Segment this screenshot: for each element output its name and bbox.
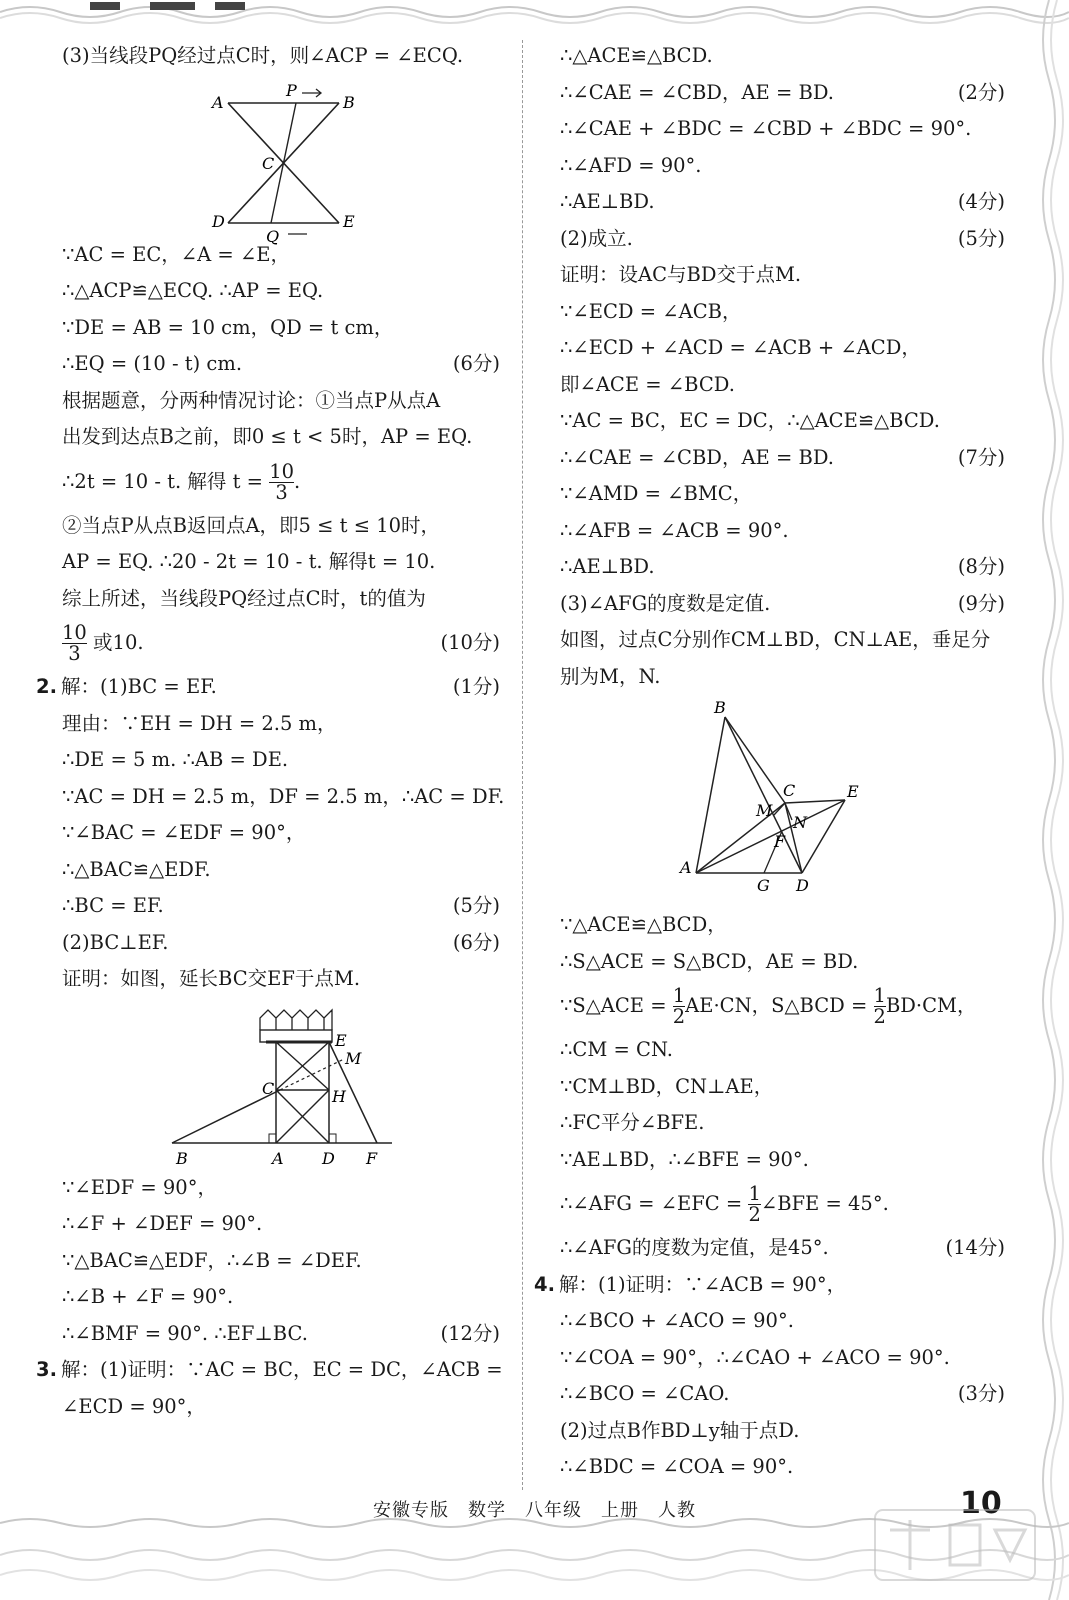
fig2-label-f: F <box>366 1148 378 1168</box>
text-line: ∴∠CAE = ∠CBD，AE = BD. (7分) <box>560 440 1005 477</box>
fig1-label-c: C <box>262 153 275 173</box>
text-line: ∴△BAC≌△EDF. <box>62 857 211 881</box>
text-line: ∵∠ECD = ∠ACB， <box>560 299 742 323</box>
fig3-label-e: E <box>847 782 859 801</box>
text-line: ∵AC = BC，EC = DC，∴△ACE≌△BCD. <box>560 409 940 432</box>
text-line: ∵AC = EC，∠A = ∠E， <box>62 242 291 266</box>
text-line: ∵CM⊥BD，CN⊥AE， <box>560 1074 774 1098</box>
figure-tower <box>62 998 500 1170</box>
score: (10分) <box>440 631 500 654</box>
score: (7分) <box>957 445 1005 469</box>
fig2-label-c: C <box>262 1078 275 1098</box>
fig3-label-m: M <box>756 801 773 820</box>
fig1-label-b: B <box>343 92 355 112</box>
fig1-label-q: Q <box>266 226 280 246</box>
text-line: ∴∠AFB = ∠ACB = 90°. <box>560 518 789 542</box>
fraction: $\frac{10}{3}$ <box>269 459 295 504</box>
text-line: ∵△BAC≌△EDF，∴∠B = ∠DEF. <box>62 1248 362 1272</box>
right-column <box>534 38 1005 1486</box>
text-line: ∵△ACE≌△BCD， <box>560 913 727 936</box>
text-line: ∴∠B + ∠F = 90°. <box>62 1285 234 1308</box>
solve-line: ∴2t = 10 - t. 解得 t = $\frac{10}{3}$ . <box>62 459 301 504</box>
fig2-label-d: D <box>322 1148 335 1168</box>
score: (4分) <box>957 190 1005 213</box>
text-line: AP = EQ. ∴20 - 2t = 10 - t. 解得t = 10. <box>62 550 436 573</box>
text-line: 根据题意，分两种情况讨论：①当点P从点A <box>62 388 441 412</box>
text-line: ∠ECD = 90°， <box>62 1394 206 1418</box>
fraction: $\frac{1}{2}$ <box>748 1182 761 1226</box>
text-line: ∴△ACP≌△ECQ. ∴AP = EQ. <box>62 279 324 302</box>
fraction: $\frac{1}{2}$ <box>873 984 886 1028</box>
score: (5分) <box>957 226 1005 250</box>
text-line: ∴∠CAE + ∠BDC = ∠CBD + ∠BDC = 90°. <box>560 117 972 140</box>
fig2-label-m: M <box>345 1048 362 1068</box>
text-line: ∵AC = DH = 2.5 m，DF = 2.5 m，∴AC = DF. <box>62 784 505 808</box>
score: (5分) <box>452 894 500 917</box>
fig2-label-h: H <box>332 1086 346 1106</box>
text-line: ②当点P从点B返回点A，即5 ≤ t ≤ 10时， <box>62 513 441 537</box>
figure-pq-segment <box>62 75 500 246</box>
text-line: ∵AE⊥BD，∴∠BFE = 90°. <box>560 1147 809 1171</box>
text-line: ∴S△ACE = S△BCD，AE = BD. <box>560 949 859 973</box>
text-line: ∵∠BAC = ∠EDF = 90°， <box>62 821 306 844</box>
fig2-label-a: A <box>272 1148 284 1168</box>
text-line: 综上所述，当线段PQ经过点C时，t的值为 <box>62 586 426 610</box>
text-line: ∴△ACE≌△BCD. <box>560 44 713 67</box>
score: (9分) <box>957 591 1005 615</box>
fraction: $\frac{1}{2}$ <box>672 984 686 1028</box>
score: (2分) <box>957 80 1005 104</box>
text-line: (3)当线段PQ经过点C时，则∠ACP = ∠ECQ. <box>62 44 464 67</box>
text-line: ∴∠AFD = 90°. <box>560 153 702 177</box>
text-line: ∴∠AFG的度数为定值，是45°. (14分) <box>560 1230 1005 1267</box>
text-line: ∴DE = 5 m. ∴AB = DE. <box>62 748 289 771</box>
fig1-label-p: P <box>286 80 297 100</box>
fig2-label-b: B <box>176 1148 188 1168</box>
question-4-heading: 4. 解：(1)证明：∵∠ACB = 90°， <box>534 1272 847 1296</box>
fig3-label-f: F <box>774 832 786 851</box>
score: (3分) <box>957 1382 1005 1405</box>
figure-triangles <box>560 695 1005 907</box>
score: (12分) <box>440 1321 500 1345</box>
score: (14分) <box>945 1236 1005 1259</box>
text-line: (2)过点B作BD⊥y轴于点D. <box>560 1418 800 1442</box>
text-line: 出发到达点B之前，即0 ≤ t < 5时，AP = EQ. <box>62 425 473 448</box>
text-line: 证明：设AC与BD交于点M. <box>560 263 802 286</box>
text-line: (3)∠AFG的度数是定值. (9分) <box>560 586 1005 623</box>
text-line: ∴∠CAE = ∠CBD，AE = BD. (2分) <box>560 75 1005 112</box>
left-column <box>36 38 505 1425</box>
page-footer: 安徽专版 数学 八年级 上册 人教 <box>373 1500 696 1521</box>
text-line: ∴∠BCO + ∠ACO = 90°. <box>560 1309 794 1332</box>
text-line: ∵∠AMD = ∠BMC， <box>560 482 753 505</box>
text-line: 别为M，N. <box>560 664 661 688</box>
text-line: (2)BC⊥EF. (6分) <box>62 925 500 962</box>
fig3-label-g: G <box>757 876 770 895</box>
text-line: ∴FC平分∠BFE. <box>560 1111 705 1134</box>
score: (8分) <box>957 555 1005 578</box>
fig2-label-e: E <box>335 1030 347 1050</box>
question-3-heading: 3. 解：(1)证明：∵AC = BC，EC = DC，∠ACB = <box>36 1358 503 1381</box>
angle-line: ∴∠AFG = ∠EFC = $\frac{1}{2}$ ∠BFE = 45°. <box>560 1182 889 1226</box>
text-line: ∴∠BMF = 90°. ∴EF⊥BC. (12分) <box>62 1316 500 1353</box>
fig1-label-e: E <box>343 211 355 231</box>
fraction: $\frac{10}{3}$ <box>62 621 87 665</box>
text-line: ∴AE⊥BD. (8分) <box>560 549 1005 586</box>
text-line: 即∠ACE = ∠BCD. <box>560 372 735 396</box>
text-line: ∵∠COA = 90°，∴∠CAO + ∠ACO = 90°. <box>560 1345 950 1369</box>
page-number: 10 <box>960 1486 1002 1521</box>
text-line: ∵∠EDF = 90°， <box>62 1175 217 1199</box>
score: (1分) <box>452 675 500 698</box>
score: (6分) <box>452 352 500 375</box>
text-line: ∵DE = AB = 10 cm，QD = t cm， <box>62 315 394 339</box>
text-line: ∴∠ECD + ∠ACD = ∠ACB + ∠ACD， <box>560 336 921 359</box>
right-decoration <box>1029 0 1069 1600</box>
fig3-label-d: D <box>796 876 809 895</box>
text-line: ∴CM = CN. <box>560 1038 673 1061</box>
column-divider <box>522 40 523 1490</box>
text-line: 理由：∵EH = DH = 2.5 m， <box>62 711 337 735</box>
answer-line: $\frac{10}{3}$ 或10. (10分) <box>62 617 500 669</box>
fig1-label-a: A <box>212 92 224 112</box>
score: (6分) <box>452 930 500 954</box>
text-line: ∴∠BCO = ∠CAO. (3分) <box>560 1376 1005 1413</box>
top-decoration <box>0 0 1069 24</box>
text-line: ∴EQ = (10 - t) cm. (6分) <box>62 346 500 383</box>
text-line: 如图，过点C分别作CM⊥BD，CN⊥AE，垂足分 <box>560 628 991 651</box>
watermark-logo <box>870 1500 1040 1590</box>
fig3-label-n: N <box>793 813 807 832</box>
text-line: ∴BC = EF. (5分) <box>62 888 500 925</box>
text-line: ∴∠BDC = ∠COA = 90°. <box>560 1455 794 1478</box>
fig3-label-b: B <box>714 698 726 717</box>
fig1-label-d: D <box>212 211 225 231</box>
fig3-label-c: C <box>783 781 796 800</box>
fig3-label-a: A <box>680 858 692 877</box>
area-line: ∵S△ACE = $\frac{1}{2}$ AE·CN，S△BCD = $\frac{1}{2}$ BD·CM， <box>560 984 977 1028</box>
text-line: ∴∠F + ∠DEF = 90°. <box>62 1212 263 1235</box>
question-2-heading: 2. 解：(1)BC = EF. (1分) <box>62 669 500 706</box>
text-line: 证明：如图，延长BC交EF于点M. <box>62 967 361 990</box>
text-line: (2)成立. (5分) <box>560 221 1005 258</box>
text-line: ∴AE⊥BD. (4分) <box>560 184 1005 221</box>
